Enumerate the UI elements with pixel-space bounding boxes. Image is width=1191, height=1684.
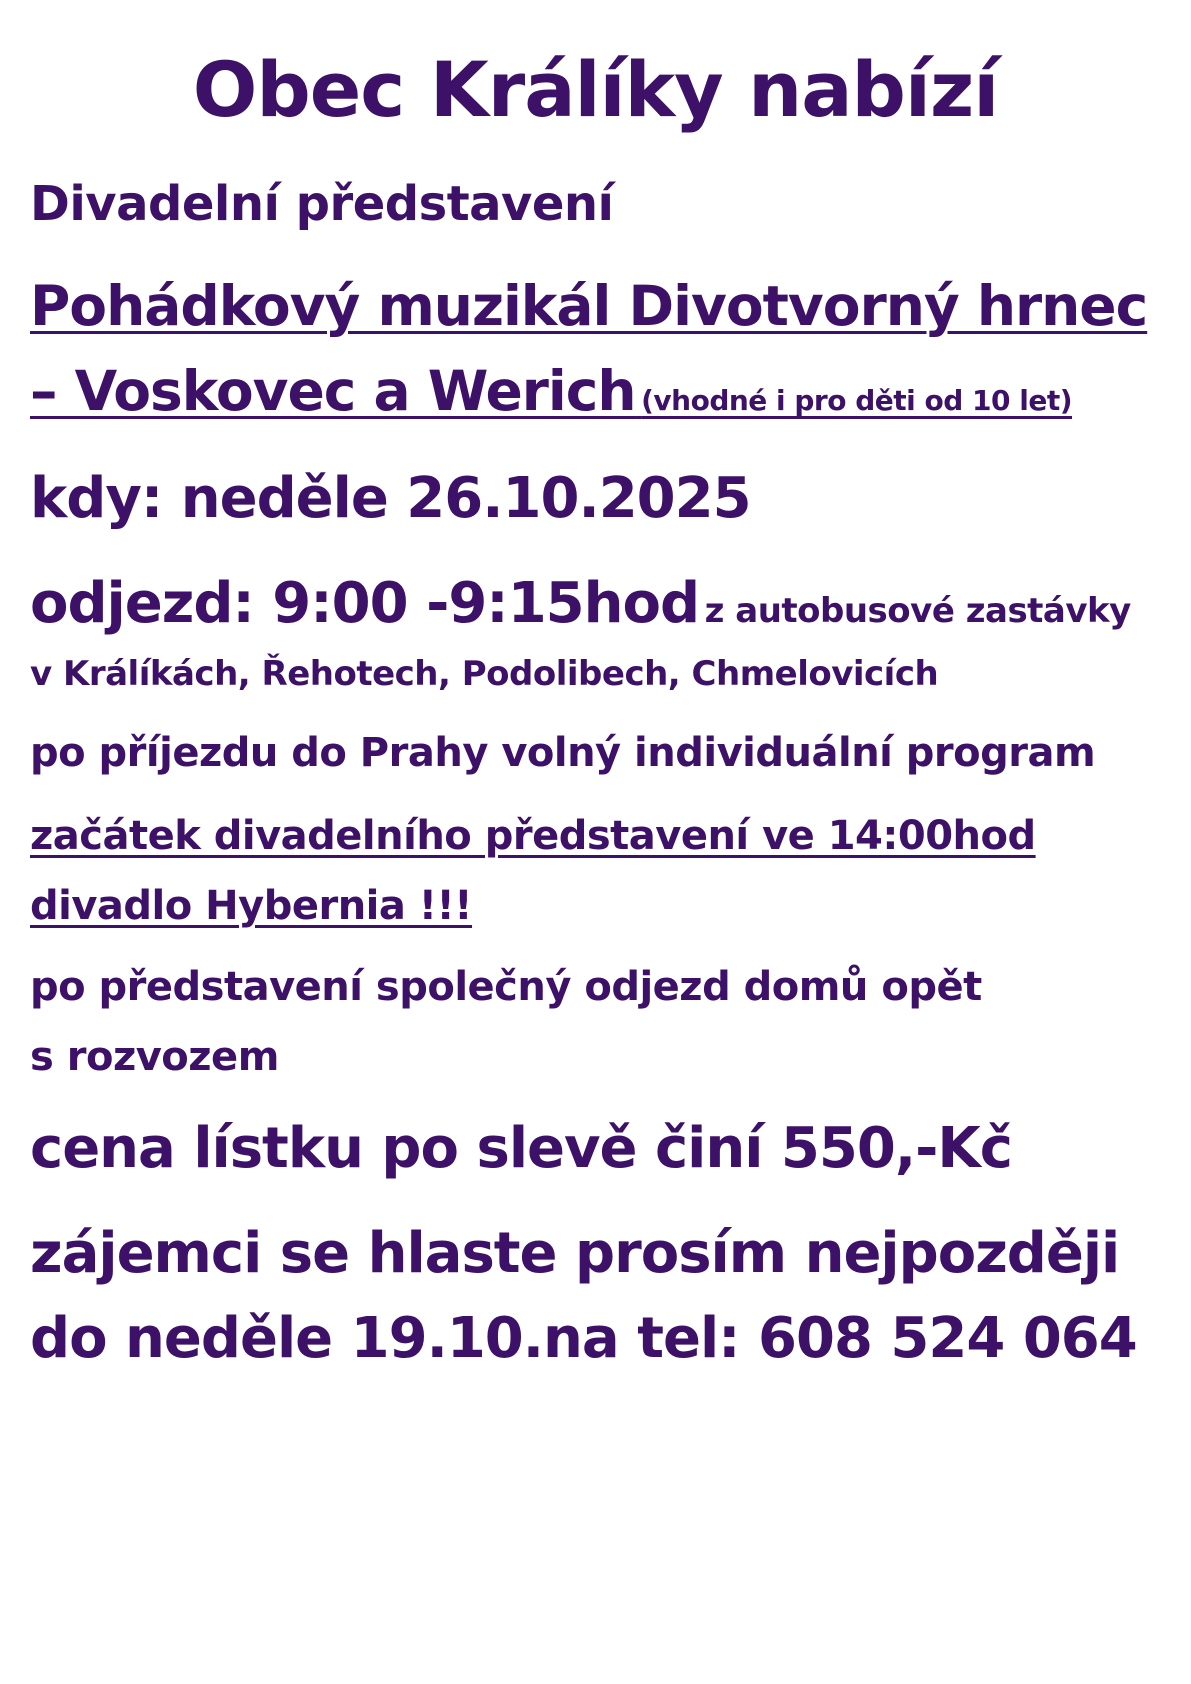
poster-title: Obec Králíky nabízí — [192, 45, 999, 134]
bus-stops: v Králíkách, Řehotech, Podolibech, Chmelovicích — [30, 654, 939, 694]
event-type: Divadelní představení — [30, 176, 614, 232]
arrival-program: po příjezdu do Prahy volný individuální program — [30, 730, 1096, 776]
departure-time: odjezd: 9:00 -9:15hod — [30, 571, 700, 636]
return-line1: po představení společný odjezd domů opět — [30, 964, 982, 1010]
event-date: kdy: neděle 26.10.2025 — [30, 466, 751, 531]
return-line2: s rozvozem — [30, 1034, 279, 1080]
theatre-name: divadlo Hybernia !!! — [30, 883, 473, 929]
ticket-price: cena lístku po slevě činí 550,-Kč — [30, 1116, 1012, 1181]
departure-place: z autobusové zastávky — [704, 591, 1131, 631]
contact-line2: do neděle 19.10.na tel: 608 524 064 — [30, 1306, 1137, 1371]
show-title-line1: Pohádkový muzikál Divotvorný hrnec — [30, 274, 1148, 338]
age-note: (vhodné i pro děti od 10 let) — [641, 384, 1072, 417]
show-start-time: začátek divadelního představení ve 14:00hod — [30, 813, 1036, 859]
show-title-authors: – Voskovec a Werich — [30, 359, 636, 423]
contact-line1: zájemci se hlaste prosím nejpozději — [30, 1221, 1120, 1286]
departure-line — [30, 571, 1131, 636]
show-title-line2 — [30, 359, 1072, 423]
